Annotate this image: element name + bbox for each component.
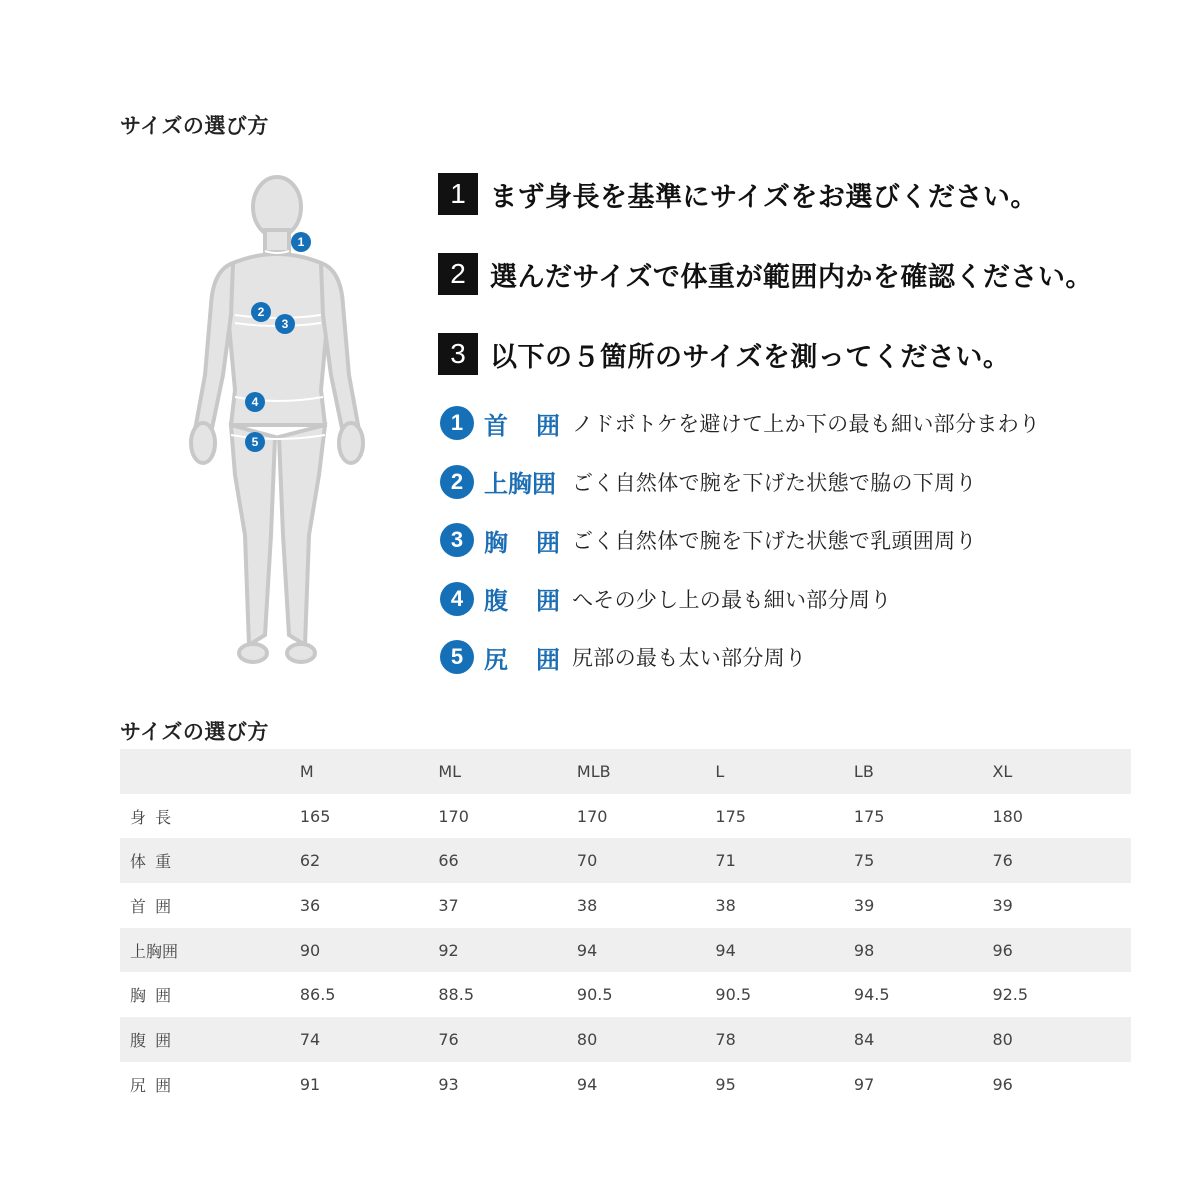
point-description: ごく自然体で腕を下げた状態で乳頭囲周り	[572, 529, 977, 553]
body-figure	[175, 175, 375, 675]
table-cell: 96	[992, 1074, 1013, 1094]
point-chest	[440, 521, 1160, 559]
table-cell: 75	[853, 851, 875, 871]
point-waist	[440, 580, 1160, 618]
point-description: へその少し上の最も細い部分周り	[572, 587, 892, 612]
table-cell: 76	[992, 851, 1013, 871]
point-neck	[440, 404, 1160, 442]
step-1	[438, 173, 1158, 215]
step-text: まず身長を基準にサイズをお選びください。	[490, 181, 1038, 213]
table-cell: 94	[576, 940, 598, 960]
point-hip	[440, 638, 1160, 676]
header-cell	[120, 749, 300, 794]
table-cell: 74	[299, 1029, 321, 1049]
table-cell: 93	[438, 1074, 459, 1094]
table-cell: 37	[438, 895, 459, 915]
header-cell: LB	[853, 761, 874, 781]
table-row	[120, 1017, 1131, 1062]
step-text: 選んだサイズで体重が範囲内かを確認ください。	[490, 261, 1093, 293]
page-title: サイズの選び方	[120, 114, 269, 138]
table-row	[120, 972, 1131, 1017]
size-table-title: サイズの選び方	[120, 720, 269, 744]
table-cell: 66	[438, 851, 459, 871]
point-description: ごく自然体で腕を下げた状態で脇の下周り	[572, 470, 977, 495]
table-row	[120, 928, 1131, 973]
row-label: 首 囲	[130, 896, 174, 916]
table-cell: 71	[715, 851, 736, 871]
number-badge-icon: 5	[440, 640, 474, 674]
table-row	[120, 838, 1131, 883]
table-cell: 39	[992, 895, 1013, 915]
table-cell: 90.5	[715, 985, 752, 1005]
row-label: 胸 囲	[130, 986, 174, 1006]
svg-text:5: 5	[251, 435, 259, 449]
point-label: 上胸囲	[484, 470, 556, 498]
number-badge-icon: 1	[440, 406, 474, 440]
table-header-row	[120, 749, 1131, 794]
table-cell: 90	[299, 940, 321, 960]
row-label: 体 重	[130, 852, 174, 872]
header-cell: M	[299, 761, 314, 781]
table-cell: 78	[715, 1029, 736, 1049]
row-label: 上胸囲	[130, 941, 179, 961]
human-body-icon	[175, 175, 375, 675]
row-label: 腹 囲	[130, 1030, 174, 1050]
table-cell: 98	[853, 940, 875, 960]
header-cell: L	[715, 761, 725, 781]
table-cell: 92	[438, 940, 459, 960]
table-cell: 86.5	[299, 985, 336, 1005]
number-badge-icon: 3	[440, 523, 474, 557]
table-cell: 38	[715, 895, 736, 915]
row-label: 身 長	[130, 807, 174, 827]
point-label: 腹 囲	[484, 587, 562, 615]
row-label: 尻 囲	[130, 1075, 174, 1095]
table-cell: 94	[715, 940, 736, 960]
table-cell: 90.5	[576, 985, 613, 1005]
table-row	[120, 883, 1131, 928]
table-cell: 94	[576, 1074, 598, 1094]
table-cell: 95	[715, 1074, 736, 1094]
point-description: ノドボトケを避けて上か下の最も細い部分まわり	[572, 412, 1041, 436]
header-cell: XL	[992, 761, 1013, 781]
table-cell: 91	[299, 1074, 321, 1094]
table-cell: 62	[299, 851, 321, 871]
table-cell: 76	[438, 1029, 459, 1049]
point-upper-chest	[440, 463, 1160, 501]
table-cell: 92.5	[992, 985, 1029, 1005]
table-cell: 165	[299, 806, 331, 826]
number-badge-icon: 4	[440, 582, 474, 616]
number-badge-icon: 2	[440, 465, 474, 499]
table-cell: 39	[853, 895, 875, 915]
svg-text:4: 4	[251, 395, 259, 409]
table-cell: 96	[992, 940, 1013, 960]
step-number-box: 2	[438, 253, 478, 295]
step-2	[438, 253, 1158, 295]
table-cell: 80	[576, 1029, 598, 1049]
point-label: 尻 囲	[484, 645, 562, 674]
svg-text:3: 3	[281, 317, 289, 331]
table-cell: 97	[853, 1074, 875, 1094]
table-cell: 180	[992, 806, 1023, 826]
step-number-box: 3	[438, 333, 478, 375]
table-cell: 175	[853, 806, 885, 826]
header-cell: MLB	[576, 761, 611, 781]
table-row	[120, 794, 1131, 839]
table-cell: 88.5	[438, 985, 474, 1005]
measurement-points	[440, 404, 1160, 697]
step-number-box: 1	[438, 173, 478, 215]
table-cell: 80	[992, 1029, 1013, 1049]
table-cell: 38	[576, 895, 598, 915]
table-cell: 175	[715, 806, 746, 826]
svg-text:2: 2	[257, 305, 265, 319]
svg-text:1: 1	[297, 235, 305, 249]
step-text: 以下の５箇所のサイズを測ってください。	[490, 341, 1011, 373]
step-3	[438, 333, 1158, 375]
table-cell: 170	[576, 806, 608, 826]
instruction-steps	[438, 173, 1158, 413]
table-cell: 170	[438, 806, 469, 826]
header-cell: ML	[438, 761, 462, 781]
size-table	[120, 749, 1131, 1107]
point-description: 尻部の最も太い部分周り	[572, 646, 807, 670]
table-row	[120, 1062, 1131, 1107]
table-cell: 84	[853, 1029, 875, 1049]
table-cell: 70	[576, 851, 598, 871]
table-cell: 94.5	[853, 985, 890, 1005]
table-cell: 36	[299, 895, 321, 915]
point-label: 首 囲	[484, 411, 562, 440]
point-label: 胸 囲	[484, 528, 562, 557]
